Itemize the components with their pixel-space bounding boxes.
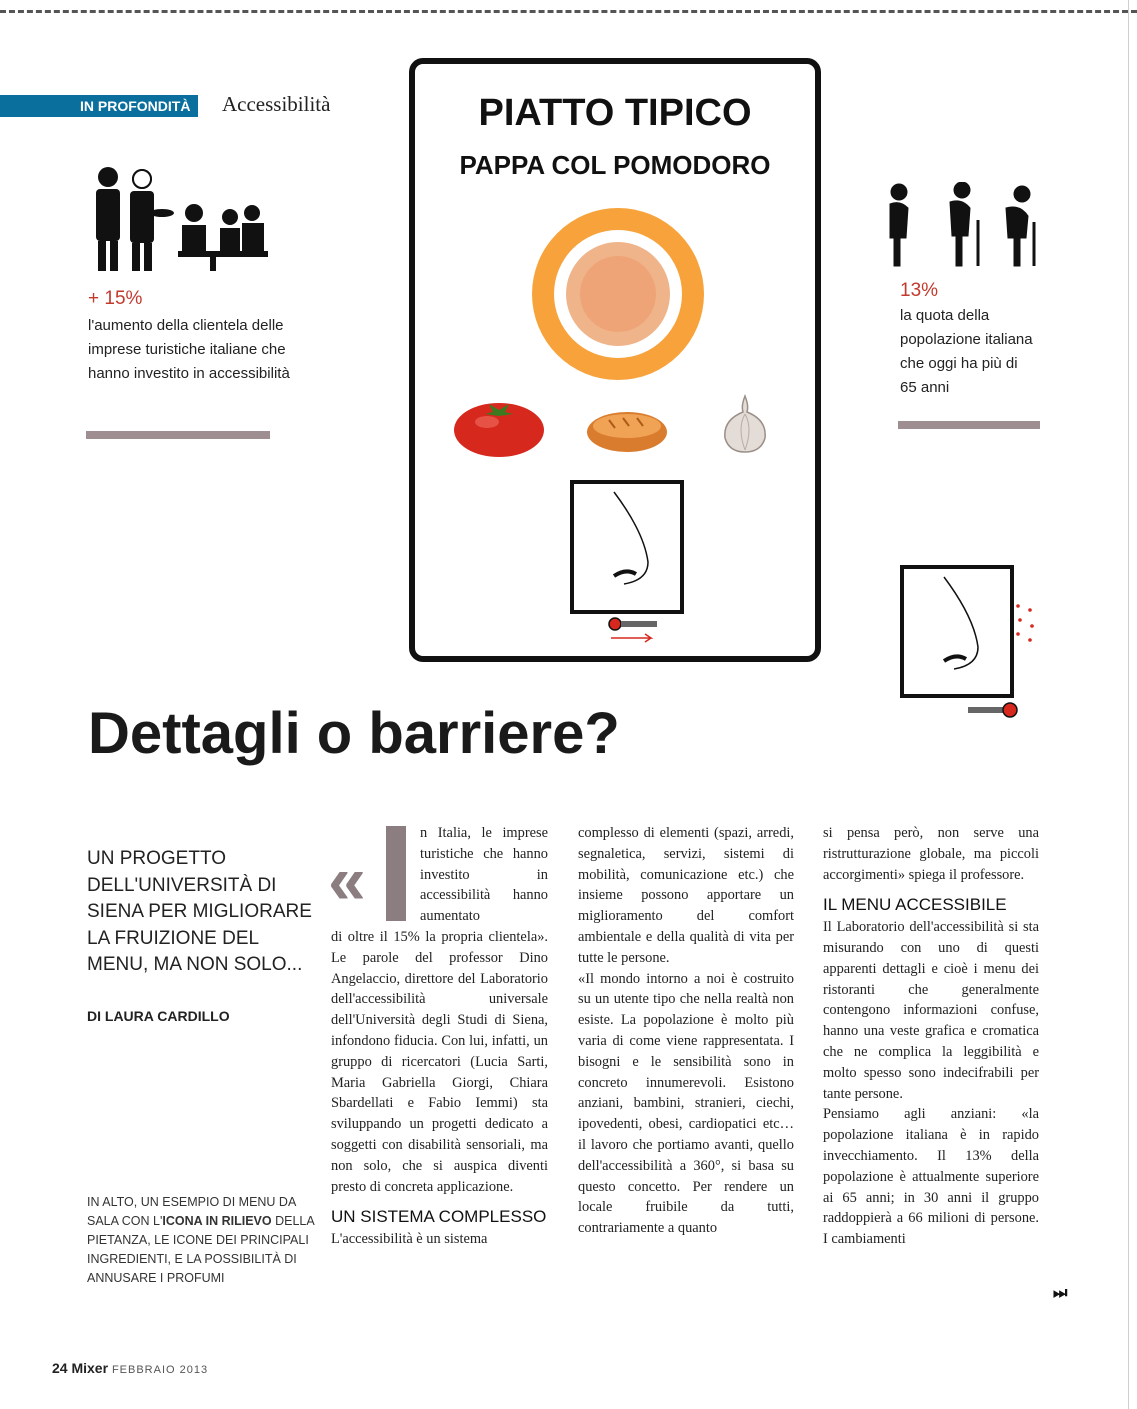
article-col3-p2: Il Laboratorio dell'accessibilità si sta misurando con uno di questi apparenti dettagli e cioè i menu dei ristoranti che generalmente contengono informazioni confuse, hanno una veste grafica e cromatica che ne complica la leggibilità e molto spesso sono indecifrabili per tante persone. — [823, 919, 1039, 1102]
photo-caption — [87, 1193, 317, 1288]
section-tag: IN PROFONDITÀ — [0, 95, 198, 117]
magazine-name: Mixer — [71, 1360, 109, 1376]
menu-card — [409, 58, 821, 662]
article-col3-p3: Pensiamo agli anziani: «la popolazione italiana è in rapido invecchiamento. Il 13% della popolazione è attualmente superiore ai 65 anni; in 30 anni il gruppo raddoppierà a 66 milioni di persone. I cambiamenti — [823, 1106, 1039, 1248]
page-footer — [52, 1360, 208, 1376]
bread-icon — [585, 406, 669, 454]
caption-text-2: DELLA PIETANZA, LE ICONE DEI PRINCIPALI INGREDIENTI, E LA POSSIBILITÀ DI ANNUSARE I PROFUMI — [87, 1214, 314, 1285]
byline: DI LAURA CARDILLO — [87, 1008, 230, 1024]
stat-right-bar — [898, 421, 1040, 429]
restaurant-people-illustration — [90, 165, 270, 275]
article-col1-lead-text: n Italia, le imprese turistiche che hanno investito in accessibilità hanno aumentato — [420, 825, 548, 925]
dish-plate-icon — [523, 204, 713, 384]
stat-left-text: l'aumento della clientela delle imprese turistiche italiane che hanno investito in accessibilità — [88, 317, 290, 382]
scent-dots-icon — [1012, 600, 1042, 650]
article-col3-p1: si pensa però, non serve una ristrutturazione globale, ma piccoli accorgimenti» spiega il professore. — [823, 825, 1039, 883]
menu-card-subtitle: PAPPA COL POMODORO — [459, 150, 771, 180]
caption-text-1: IN ALTO, UN ESEMPIO DI MENU DA SALA CON L' — [87, 1195, 296, 1228]
article-heading-2: IL MENU ACCESSIBILE — [823, 895, 1007, 915]
article-col2-p2: «Il mondo intorno a noi è costruito su un utente tipo che nella realtà non esiste. La popolazione è molto più varia di come viene rappresentata. I bisogni e le sensibilità sono in concreto innumerevoli. Esistono anziani, bambini, stranieri, ciechi, ipovedenti, obesi, cardiopatici etc… il lavoro che portiamo avanti, quello dell'accessibilità a 360°, si basa su questo concetto. Per rendere un locale fruibile da tutti, contrariamente a quanto — [578, 970, 794, 1237]
article-col2-p1: complesso di elementi (spazi, arredi, segnaletica, servizi, sistemi di mobilità, comunicazione etc.) che insieme possono apportare un miglioramento del comfort ambientale e della qualità di vita per tutte le persone. — [578, 825, 794, 966]
page-number: 24 — [52, 1360, 68, 1376]
scent-window-icon — [570, 480, 684, 614]
stat-left-value: + 15% — [88, 288, 143, 309]
elderly-people-icon — [882, 182, 1042, 268]
caption-bold: ICONA IN RILIEVO — [162, 1214, 272, 1228]
scent-slider-icon — [607, 614, 667, 644]
dropcap-quote: « — [328, 842, 366, 918]
scent-window-icon-open — [900, 565, 1014, 698]
kicker: UN PROGETTO DELL'UNIVERSITÀ DI SIENA PER MIGLIORARE LA FRUIZIONE DEL MENU, MA NON SOLO... — [87, 848, 312, 975]
top-dashed-border — [0, 10, 1137, 13]
section-title: Accessibilità — [222, 92, 331, 116]
continue-arrow-icon[interactable]: ⏭ — [1053, 1285, 1068, 1302]
article-col1-text: di oltre il 15% la propria clientela». Le parole del professor Dino Angelaccio, direttore del Laboratorio dell'accessibilità universale dell'Università degli Studi di Siena, infondono fiducia. Con lui, infatti, un gruppo di ricercatori (Lucia Sarti, Maria Gabriella Giorgi, Chiara Sbardellati e Fabio Iemmi) sta sviluppando un progetti dedicato a soggetti con disabilità sensoriali, ma non solo, che si auspica diventi presto di concreta applicazione. — [331, 929, 548, 1195]
article-col3 — [823, 823, 1039, 1250]
stat-right-text: la quota della popolazione italiana che oggi ha più di 65 anni — [900, 307, 1033, 396]
menu-card-title: PIATTO TIPICO — [478, 92, 752, 134]
tomato-icon — [451, 394, 547, 458]
article-col1-tail: L'accessibilità è un sistema — [331, 1231, 488, 1248]
article-heading-1: UN SISTEMA COMPLESSO — [331, 1207, 547, 1227]
stat-left-bar — [86, 431, 270, 439]
garlic-icon — [717, 392, 773, 454]
article-col1 — [331, 927, 548, 1250]
issue-date: FEBBRAIO 2013 — [111, 1364, 209, 1376]
stat-right-value: 13% — [900, 280, 939, 301]
page-edge-line — [1128, 0, 1129, 1409]
dropcap-letter — [386, 826, 406, 921]
article-col1-lead — [420, 823, 548, 927]
scent-slider-open-icon — [966, 700, 1022, 722]
headline: Dettagli o barriere? — [88, 701, 620, 766]
article-col2 — [578, 823, 794, 1239]
